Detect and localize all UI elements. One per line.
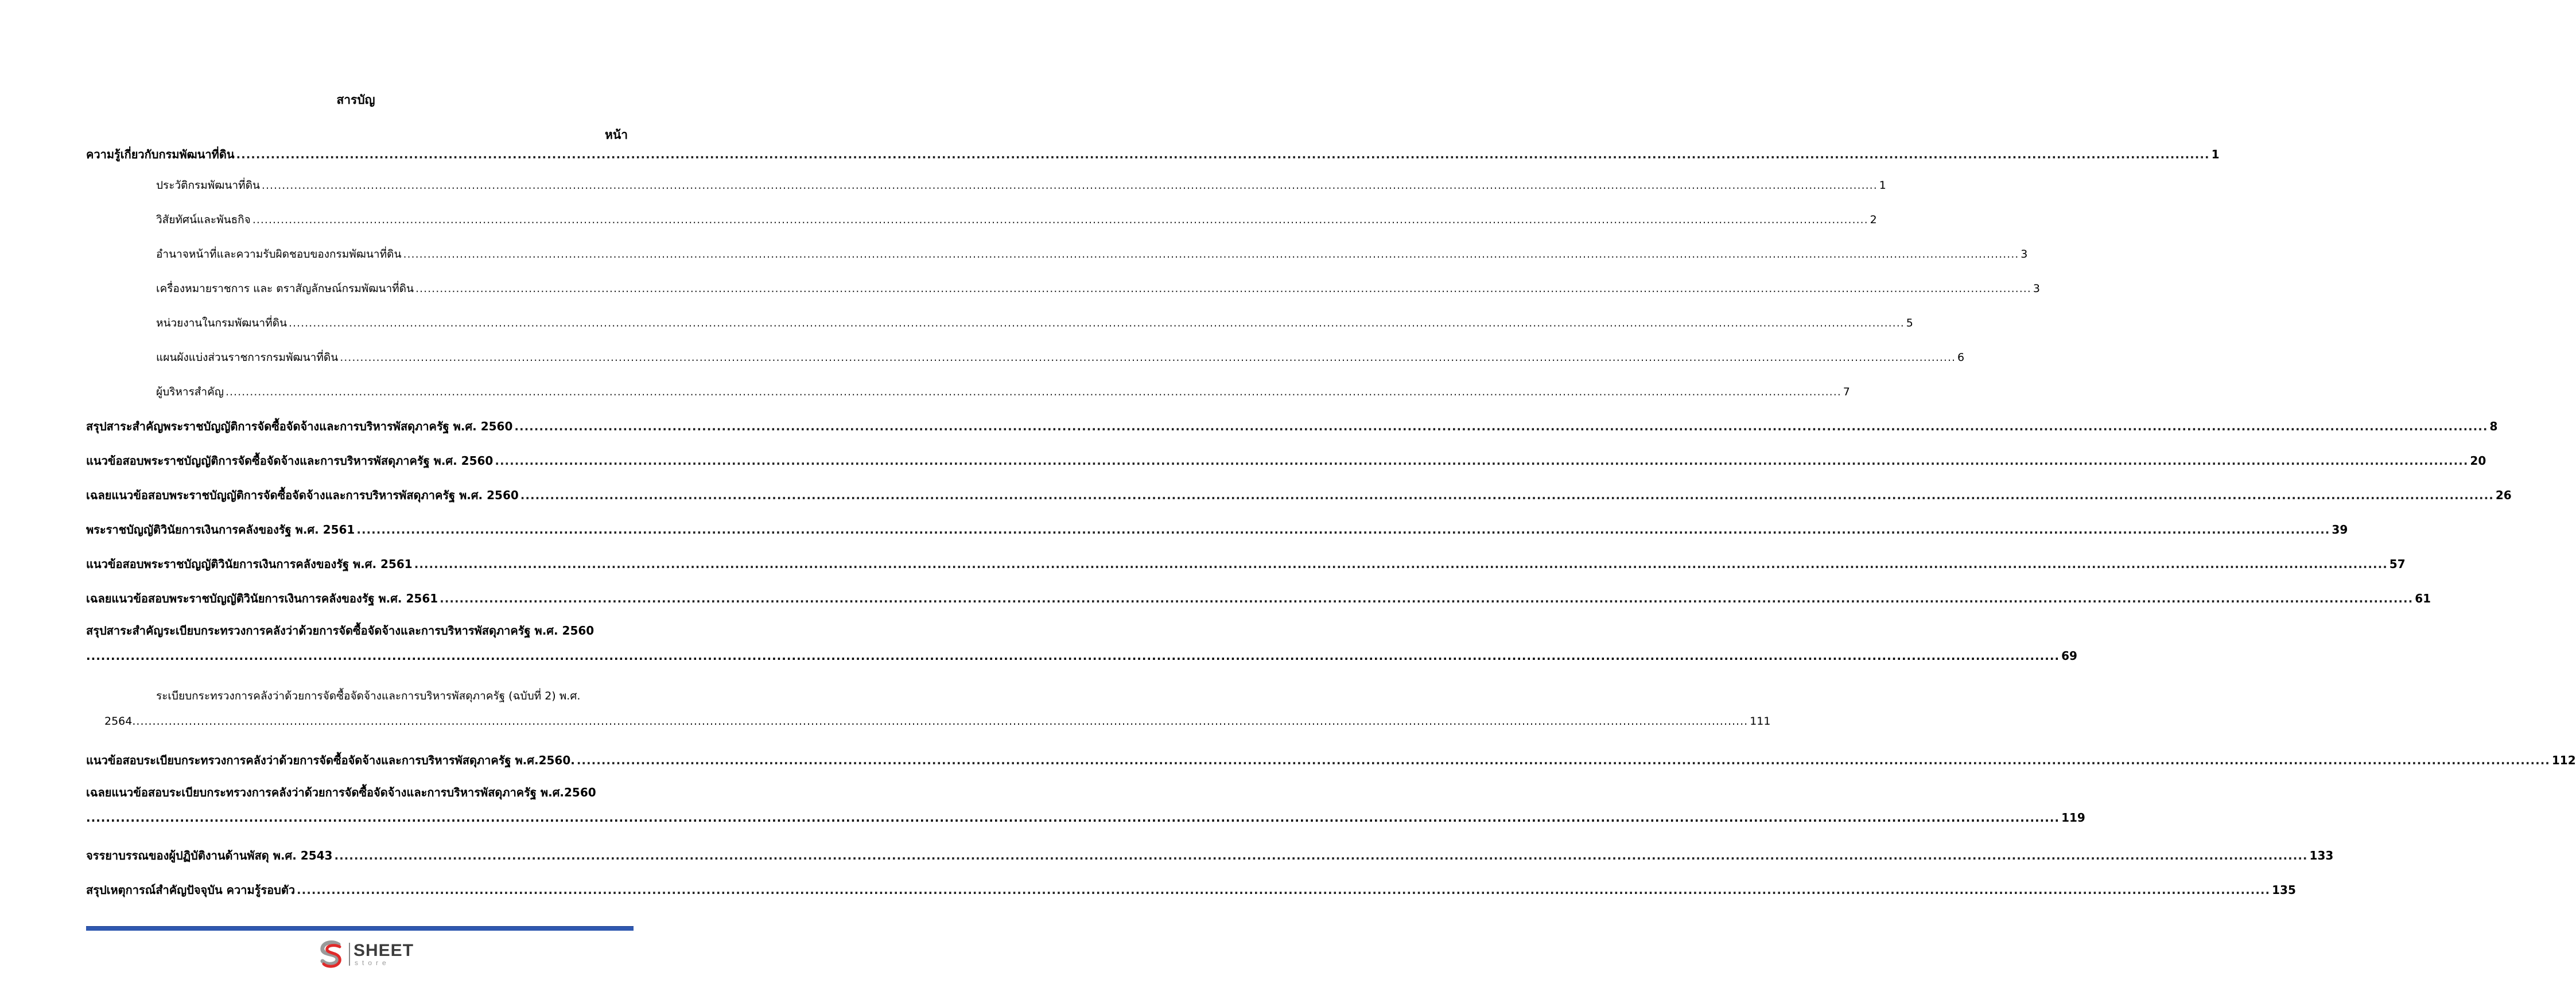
toc-entry-title: แนวข้อสอบพระราชบัญญัติการจัดซื้อจัดจ้างและการบริหารพัสดุภาครัฐ พ.ศ. 2560 <box>86 454 494 468</box>
toc-entry-title: จรรยาบรรณของผู้ปฏิบัติงานด้านพัสดุ พ.ศ. 2543 <box>86 849 333 862</box>
toc-entry-title: หน่วยงานในกรมพัฒนาที่ดิน <box>156 317 287 329</box>
toc-leader-dots: ................................................................................................................................................................................................................................................................................................................................................................................................................ <box>514 419 2488 433</box>
toc-entry-title: แนวข้อสอบระเบียบกระทรวงการคลังว่าด้วยการจัดซื้อจัดจ้างและการบริหารพัสดุภาครัฐ พ.ศ.2560. <box>86 753 575 767</box>
toc-entry[interactable] <box>86 312 1913 332</box>
toc-entry-page: 3 <box>2021 248 2028 261</box>
toc-entry-page: 133 <box>2309 849 2334 862</box>
toc-leader-dots: ................................................................................................................................................................................................................................................................................................................................................................................................................ <box>132 715 1749 728</box>
toc-leader-dots: ................................................................................................................................................................................................................................................................................................................................................................................................................ <box>334 849 2308 862</box>
toc-entry-title: ผู้บริหารสำคัญ <box>156 386 224 398</box>
sheet-store-logo-icon <box>317 940 345 969</box>
toc-entry-title-continued: 2564 <box>104 715 133 728</box>
toc-entry-page: 7 <box>1843 386 1850 398</box>
toc-entry-continuation <box>86 647 2077 664</box>
toc-entry-page: 112 <box>2551 753 2576 767</box>
toc-leader-dots: ................................................................................................................................................................................................................................................................................................................................................................................................................ <box>252 213 1868 226</box>
toc-entry[interactable] <box>86 450 2486 469</box>
logo-wordmark <box>353 942 414 966</box>
toc-leader-dots: ................................................................................................................................................................................................................................................................................................................................................................................................................ <box>340 351 1956 364</box>
toc-leader-dots: ................................................................................................................................................................................................................................................................................................................................................................................................................ <box>297 883 2271 897</box>
toc-entry[interactable] <box>86 749 2576 769</box>
toc-entry[interactable] <box>86 588 2431 607</box>
toc-entry-title[interactable]: สรุปสาระสำคัญระเบียบกระทรวงการคลังว่าด้วยการจัดซื้อจัดจ้างและการบริหารพัสดุภาครัฐ พ.ศ. 2560 <box>86 624 595 637</box>
toc-entry[interactable] <box>86 243 2028 263</box>
toc-leader-dots: ................................................................................................................................................................................................................................................................................................................................................................................................................ <box>86 811 2060 825</box>
toc-entry[interactable] <box>86 519 2348 538</box>
toc-entry-title: พระราชบัญญัติวินัยการเงินการคลังของรัฐ พ.ศ. 2561 <box>86 523 355 536</box>
toc-entry[interactable] <box>86 415 2498 435</box>
toc-entry[interactable] <box>86 143 2220 163</box>
toc-entry[interactable] <box>86 381 1850 401</box>
toc-entry[interactable] <box>86 484 2512 504</box>
toc-leader-dots: ................................................................................................................................................................................................................................................................................................................................................................................................................ <box>415 282 2031 295</box>
toc-leader-dots: ................................................................................................................................................................................................................................................................................................................................................................................................................ <box>261 179 1878 192</box>
toc-leader-dots: ................................................................................................................................................................................................................................................................................................................................................................................................................ <box>356 523 2330 536</box>
toc-entry-title: แนวข้อสอบพระราชบัญญัติวินัยการเงินการคลังของรัฐ พ.ศ. 2561 <box>86 557 413 571</box>
toc-entry-page: 135 <box>2272 883 2296 897</box>
footer-rule <box>86 926 634 931</box>
toc-entry[interactable] <box>86 174 1886 194</box>
toc-entry[interactable] <box>86 347 1965 366</box>
toc-leader-dots: ................................................................................................................................................................................................................................................................................................................................................................................................................ <box>403 248 2019 261</box>
sheet-store-logo <box>317 939 414 970</box>
toc-entry[interactable] <box>86 553 2406 573</box>
toc-entry-title: อำนาจหน้าที่และความรับผิดชอบของกรมพัฒนาที่ดิน <box>156 248 402 261</box>
toc-leader-dots: ................................................................................................................................................................................................................................................................................................................................................................................................................ <box>86 649 2060 663</box>
toc-entry-page: 26 <box>2495 488 2512 502</box>
page-column-label: หน้า <box>605 128 628 142</box>
toc-entry-page: 8 <box>2489 419 2498 433</box>
toc-entry-title: สรุปสาระสำคัญพระราชบัญญัติการจัดซื้อจัดจ้างและการบริหารพัสดุภาครัฐ พ.ศ. 2560 <box>86 419 513 433</box>
toc-entry-page: 119 <box>2061 811 2085 825</box>
toc-entry-title: วิสัยทัศน์และพันธกิจ <box>156 213 251 226</box>
toc-entry-page: 3 <box>2033 282 2040 295</box>
toc-leader-dots: ................................................................................................................................................................................................................................................................................................................................................................................................................ <box>288 317 1905 329</box>
toc-entry-title: สรุปเหตุการณ์สำคัญปัจจุบัน ความรู้รอบตัว <box>86 883 296 897</box>
toc-leader-dots: ................................................................................................................................................................................................................................................................................................................................................................................................................ <box>225 386 1841 398</box>
toc-entry[interactable] <box>86 209 1877 228</box>
toc-entry[interactable] <box>86 845 2334 864</box>
page-title: สารบัญ <box>336 93 375 107</box>
toc-entry[interactable] <box>86 879 2296 899</box>
toc-entry-page: 20 <box>2470 454 2486 468</box>
toc-entry-title: ประวัติกรมพัฒนาที่ดิน <box>156 179 260 192</box>
logo-separator <box>349 943 350 966</box>
logo-subtitle: store <box>355 959 390 967</box>
logo-name: SHEET <box>353 941 414 960</box>
toc-leader-dots: ................................................................................................................................................................................................................................................................................................................................................................................................................ <box>236 147 2210 161</box>
toc-leader-dots: ................................................................................................................................................................................................................................................................................................................................................................................................................ <box>495 454 2469 468</box>
toc-entry-page: 61 <box>2415 592 2431 605</box>
toc-entry[interactable] <box>86 278 2040 297</box>
toc-entry-continuation <box>86 809 2085 826</box>
toc-entry-page: 111 <box>1750 715 1771 728</box>
toc-entry-page: 6 <box>1957 351 1965 364</box>
toc-leader-dots: ................................................................................................................................................................................................................................................................................................................................................................................................................ <box>414 557 2388 571</box>
toc-entry-continuation <box>86 713 1771 730</box>
toc-entry-title: เครื่องหมายราชการ และ ตราสัญลักษณ์กรมพัฒนาที่ดิน <box>156 282 414 295</box>
toc-entry-title: แผนผังแบ่งส่วนราชการกรมพัฒนาที่ดิน <box>156 351 339 364</box>
toc-entry-title[interactable]: ระเบียบกระทรวงการคลังว่าด้วยการจัดซื้อจัดจ้างและการบริหารพัสดุภาครัฐ (ฉบับที่ 2) พ.ศ. <box>156 690 581 702</box>
toc-entry-page: 5 <box>1906 317 1913 329</box>
toc-entry-page: 57 <box>2389 557 2406 571</box>
toc-leader-dots: ................................................................................................................................................................................................................................................................................................................................................................................................................ <box>520 488 2494 502</box>
toc-entry-title: เฉลยแนวข้อสอบพระราชบัญญัติการจัดซื้อจัดจ้างและการบริหารพัสดุภาครัฐ พ.ศ. 2560 <box>86 488 519 502</box>
toc-entry-page: 2 <box>1870 213 1877 226</box>
toc-entry-title: เฉลยแนวข้อสอบพระราชบัญญัติวินัยการเงินการคลังของรัฐ พ.ศ. 2561 <box>86 592 438 605</box>
toc-entry-page: 69 <box>2061 649 2077 663</box>
toc-entry-page: 1 <box>1879 179 1886 192</box>
toc-leader-dots: ................................................................................................................................................................................................................................................................................................................................................................................................................ <box>576 753 2550 767</box>
toc-entry-title: ความรู้เกี่ยวกับกรมพัฒนาที่ดิน <box>86 147 235 161</box>
toc-entry-page: 1 <box>2211 147 2220 161</box>
toc-entry-title[interactable]: เฉลยแนวข้อสอบระเบียบกระทรวงการคลังว่าด้วยการจัดซื้อจัดจ้างและการบริหารพัสดุภาครัฐ พ.ศ.2560 <box>86 786 596 799</box>
toc-leader-dots: ................................................................................................................................................................................................................................................................................................................................................................................................................ <box>440 592 2414 605</box>
toc-entry-page: 39 <box>2332 523 2348 536</box>
